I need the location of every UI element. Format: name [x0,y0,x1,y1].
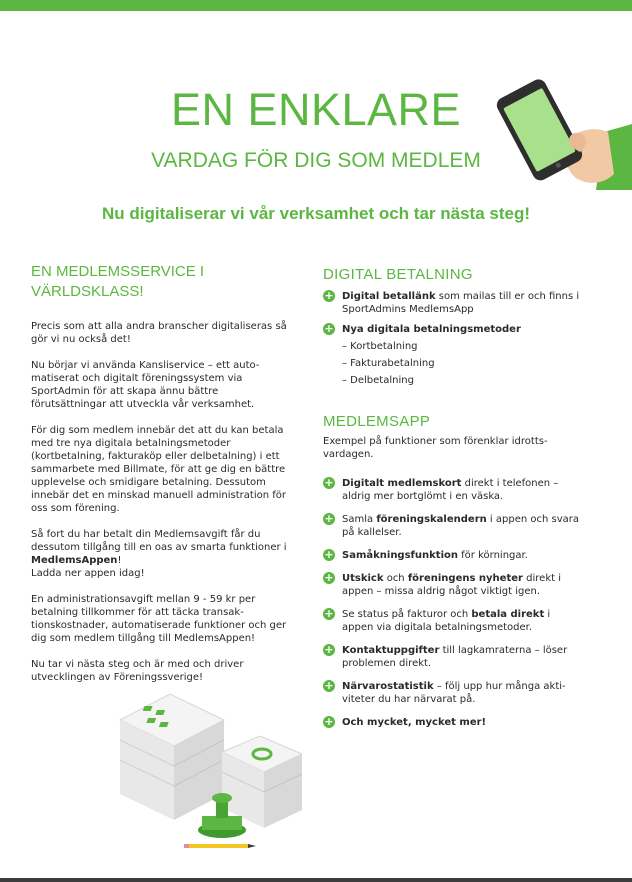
payment-bullet-link [323,290,583,316]
feature-text: för körningar. [457,550,528,561]
plus-circle-icon: + [324,289,334,302]
app-feature-contacts [323,644,583,670]
memberapp-text: Så fort du har betalt din Medlemsavgift får du dessutom tillgång till en oas av smarta funktioner i [31,529,287,553]
feature-bold: Kontaktuppgifter [342,645,440,656]
plus-circle-icon: + [324,679,334,692]
tagline: Nu digitaliserar vi vår verksamhet och tar nästa steg! [101,204,530,223]
feature-bold: Och mycket, mycket mer! [342,717,487,728]
left-heading [31,262,296,302]
feature-text: direkt i appen – missa aldrig något viktigt igen. [342,573,561,597]
paragraph-kansliservice: Nu börjar vi använda Kansliservice – ett auto-matiserat och digitalt föreningssystem via SportAdmin för att skapa ännu bättre förutsättningar att utveckla vår verksamhet. [31,360,260,410]
plus-circle-icon: + [324,715,334,728]
memberapp-exclaim: ! [117,555,122,566]
app-feature-membercard [323,477,583,503]
feature-text: Samla [342,514,377,525]
payment-heading: DIGITAL BETALNING [323,266,473,283]
feature-bold: Utskick [342,573,384,584]
left-heading-line1: EN MEDLEMSSERVICE I [31,263,205,280]
plus-circle-icon: + [324,322,334,335]
page-title: EN ENKLARE [170,84,462,135]
payment-methods-heading: Nya digitala betalningsmetoder [342,324,521,335]
plus-circle-icon: + [324,548,334,561]
paragraph-memberapp [31,528,296,580]
feature-text: till lagkamraterna – löser problemen direkt. [342,645,568,669]
hand-phone-illustration [484,74,632,190]
paragraph-next-step: Nu tar vi nästa steg och är med och driver utvecklingen av Föreningssverige! [31,659,244,683]
left-column [31,262,296,697]
app-feature-carpool [323,549,583,562]
bottom-bar [0,878,632,882]
payment-bullet-bold: Digital betallänk [342,291,436,302]
paragraph-payment-methods: För dig som medlem innebär det att du kan betala med tre nya digitala betalningsmetoder (kortbetalning, fakturaköp eller delbetalning) i ett sammarbete med Billmate, för att ge dig en bättre upplevelse och smidigare betalning. Dessutom innebär det en minskad manuell administration för oss som förening. [31,425,286,514]
payment-bullet-text: som mailas till er och finns i SportAdmins MedlemsApp [342,291,580,315]
plus-circle-icon: + [324,571,334,584]
feature-text: och [383,573,408,584]
paragraph-intro: Precis som att alla andra branscher digitaliseras så gör vi nu också det! [31,321,287,345]
app-feature-attendance [323,680,583,706]
feature-bold: Digitalt medlemskort [342,478,462,489]
top-accent-bar [0,0,632,11]
app-feature-calendar [323,513,583,539]
left-heading-line2: VÄRLDSKLASS! [31,283,144,300]
feature-text: – följ upp hur många akti-viteter du har närvarat på. [342,681,566,705]
app-feature-invoices [323,608,583,634]
feature-text: i appen via digitala betalningsmetoder. [342,609,551,633]
feature-bold: Samåkningsfunktion [342,550,458,561]
app-feature-more [323,716,583,729]
plus-circle-icon: + [324,607,334,620]
plus-circle-icon: + [324,643,334,656]
plus-circle-icon: + [324,476,334,489]
feature-text: direkt i telefonen – aldrig mer bortglömt i en väska. [342,478,559,502]
download-text: Ladda ner appen idag! [31,568,145,579]
feature-bold: föreningens nyheter [407,573,523,584]
method-card: – Kortbetalning [342,341,418,352]
method-invoice: – Fakturabetalning [342,358,435,369]
memberapp-name: MedlemsAppen [31,555,118,566]
method-installment: – Delbetalning [342,375,414,386]
payment-bullet-methods [323,323,583,336]
paper-stacks-illustration [112,680,312,855]
page-subtitle: VARDAG FÖR DIG SOM MEDLEM [151,149,481,172]
app-section [323,413,583,729]
feature-bold: föreningskalendern [376,514,487,525]
app-feature-news [323,572,583,598]
paragraph-admin-fee: En administrationsavgift mellan 9 - 59 kr per betalning tillkommer för att täcka transak-tionskostnader, automatiserade funktioner och ger dig som medlem tillgång till MedlemsAppen! [31,594,287,644]
feature-text: i appen och svara på kallelser. [342,514,580,538]
app-heading: MEDLEMSAPP [323,413,431,430]
plus-circle-icon: + [324,512,334,525]
right-column [323,266,583,739]
feature-bold: Närvarostatistik [342,681,434,692]
feature-text: Se status på fakturor och [342,609,472,620]
app-intro: Exempel på funktioner som förenklar idrotts-vardagen. [323,436,548,460]
feature-bold: betala direkt [471,609,545,620]
